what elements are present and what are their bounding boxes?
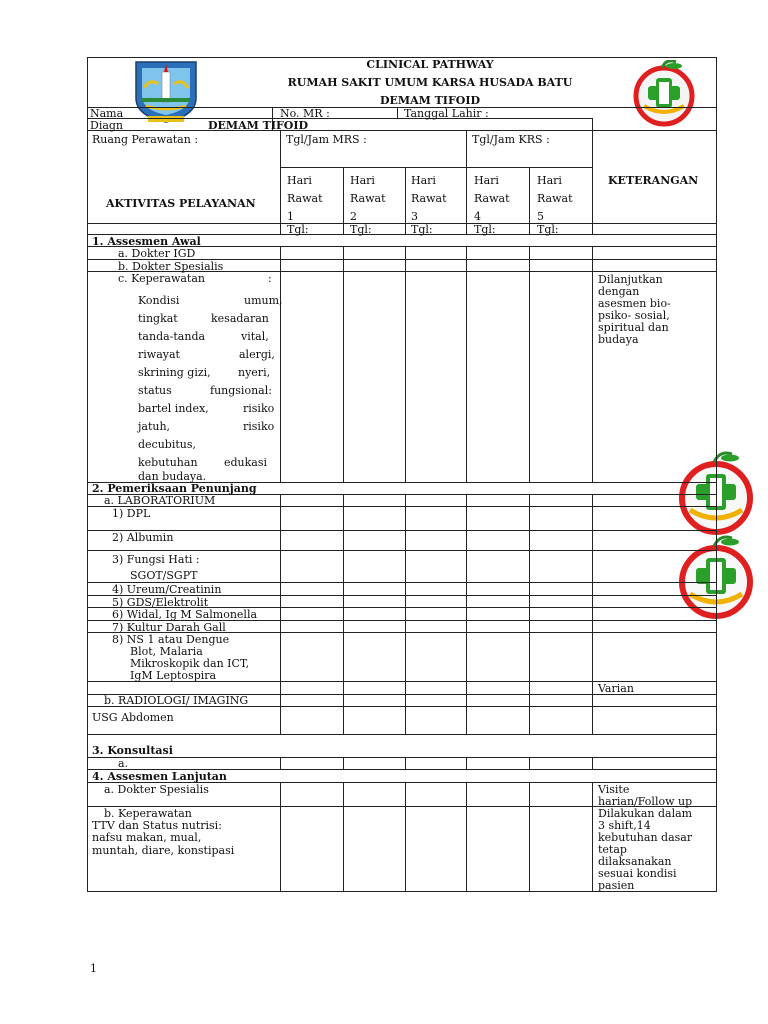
item-laboratorium: a. LABORATORIUM <box>104 494 216 507</box>
province-logo <box>128 58 204 124</box>
section-pemeriksaan-penunjang: 2. Pemeriksaan Penunjang <box>92 482 257 495</box>
page-number: 1 <box>90 962 97 975</box>
tgl-day-3: Tgl: <box>411 223 433 236</box>
section-assesmen-lanjutan: 4. Assesmen Lanjutan <box>92 770 227 783</box>
keterangan-header: KETERANGAN <box>608 174 699 187</box>
tgl-day-4: Tgl: <box>474 223 496 236</box>
lab-fungsi-hati: 3) Fungsi Hati : <box>112 553 200 566</box>
lab-albumin: 2) Albumin <box>112 531 174 544</box>
diagnosa-value: DEMAM TIFOID <box>208 119 309 132</box>
item-keperawatan: c. Keperawatan <box>118 272 205 285</box>
tgl-krs-label: Tgl/Jam KRS : <box>472 133 550 146</box>
title-hospital-name: RUMAH SAKIT UMUM KARSA HUSADA BATU <box>287 76 573 89</box>
item-usg-abdomen: USG Abdomen <box>92 711 174 724</box>
tanggal-lahir-label: Tanggal Lahir : <box>404 107 489 120</box>
item-konsultasi-a: a. <box>118 757 129 770</box>
title-clinical-pathway: CLINICAL PATHWAY <box>366 58 494 71</box>
lab-ureum: 4) Ureum/Creatinin <box>112 583 222 596</box>
ruang-perawatan-label: Ruang Perawatan : <box>92 133 199 146</box>
no-mr-label: No. MR : <box>280 107 330 120</box>
nama-label: Nama <box>90 107 124 120</box>
section-assesmen-awal: 1. Assesmen Awal <box>92 235 201 248</box>
hospital-logo <box>626 60 702 128</box>
title-diagnosis: DEMAM TIFOID <box>379 94 481 107</box>
section-konsultasi: 3. Konsultasi <box>92 744 173 757</box>
keperawatan-colon: : <box>268 272 272 285</box>
varian-label: Varian <box>598 682 634 695</box>
item-lanjutan-dokter-spesialis: a. Dokter Spesialis <box>104 783 209 796</box>
item-radiologi: b. RADIOLOGI/ IMAGING <box>104 694 249 707</box>
item-lanjutan-keperawatan: b. Keperawatan <box>104 807 192 820</box>
lab-kultur: 7) Kultur Darah Gall <box>112 621 226 634</box>
diagnosa-label: Diagn <box>90 119 124 132</box>
lab-sgot-sgpt: SGOT/SGPT <box>130 569 198 582</box>
tgl-day-1: Tgl: <box>287 223 309 236</box>
lab-dpl: 1) DPL <box>112 507 151 520</box>
lab-gds: 5) GDS/Elektrolit <box>112 596 209 609</box>
tgl-day-2: Tgl: <box>350 223 372 236</box>
tgl-day-5: Tgl: <box>537 223 559 236</box>
lab-widal: 6) Widal, Ig M Salmonella <box>112 608 258 621</box>
tgl-mrs-label: Tgl/Jam MRS : <box>286 133 367 146</box>
item-dokter-igd: a. Dokter IGD <box>118 247 196 260</box>
aktivitas-header: AKTIVITAS PELAYANAN <box>106 197 256 210</box>
item-dokter-spesialis: b. Dokter Spesialis <box>118 260 224 273</box>
